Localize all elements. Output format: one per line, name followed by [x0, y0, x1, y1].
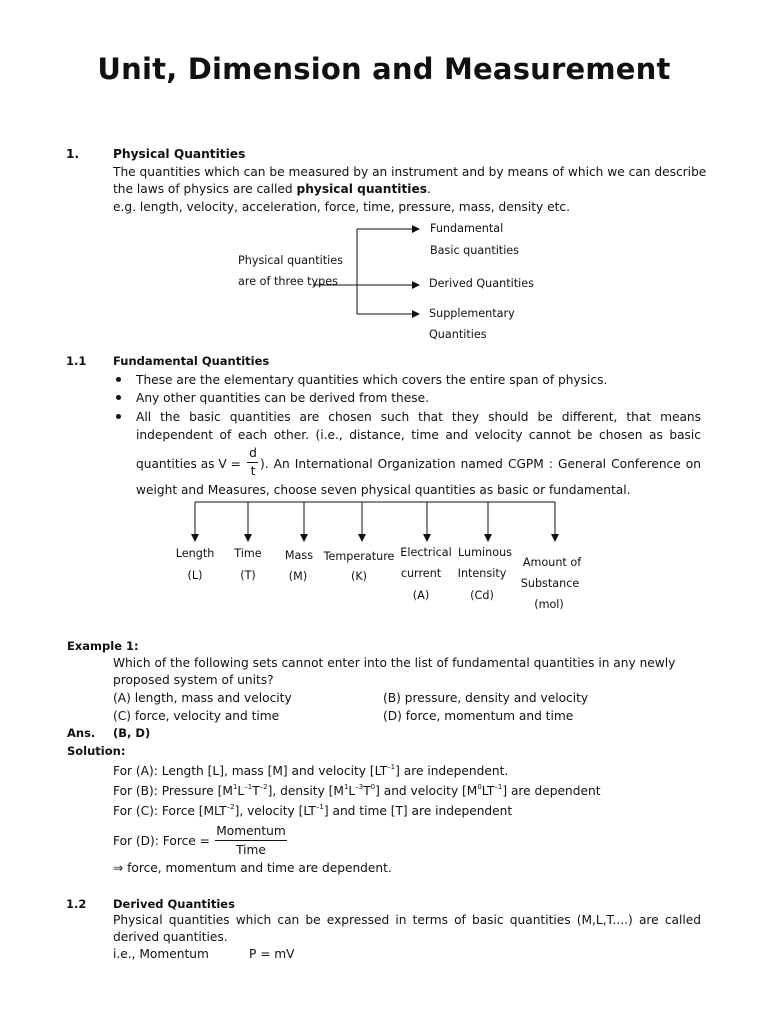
bold-term: physical quantities — [296, 182, 427, 196]
bullet-text: ). An International Organization named CGPM : General Conference on — [260, 457, 701, 471]
superscript: –1 — [244, 783, 253, 791]
diagram-branch-label: Fundamental — [430, 222, 504, 235]
superscript: –2 — [259, 783, 268, 791]
text-run: the laws of physics are called — [113, 182, 297, 196]
text-run: ], density [M — [267, 784, 344, 798]
text-run: ], velocity [LT — [234, 804, 316, 818]
section-number: 1. — [66, 147, 80, 161]
quantity-label: Luminous — [458, 546, 512, 559]
paragraph-line: Physical quantities which can be expressed in terms of basic quantities (M,L,T....) are called — [113, 913, 701, 927]
quantity-symbol: (mol) — [534, 598, 564, 611]
quantity-symbol: (A) — [412, 589, 430, 602]
solution-line — [113, 782, 600, 800]
diagram-branch-label: Quantities — [429, 328, 487, 341]
quantity-symbol: (L) — [187, 569, 203, 582]
quantity-label: Amount of — [522, 556, 582, 569]
example-label: Example 1: — [67, 639, 139, 653]
quantity-label: Intensity — [457, 567, 507, 580]
option: (B) pressure, density and velocity — [383, 691, 589, 705]
text-run: L — [348, 784, 356, 798]
text-run: For (A): Length [L], mass [M] and velocity [LT — [113, 764, 388, 778]
fraction-bar — [215, 840, 287, 841]
bullet-text: Any other quantities can be derived from these. — [136, 391, 429, 405]
option: (D) force, momentum and time — [383, 709, 574, 723]
text-run: LT — [481, 784, 495, 798]
text-run: ] and time [T] are independent — [323, 804, 513, 818]
option: (A) length, mass and velocity — [113, 691, 292, 705]
formula: P = mV — [249, 947, 295, 961]
bullet-text: quantities as V = — [136, 457, 241, 471]
bullet-text: All the basic quantities are chosen such that they should be different, that means — [136, 410, 701, 424]
quantity-symbol: (Cd) — [470, 589, 494, 602]
text-run: ] are independent. — [395, 764, 509, 778]
section-heading: Fundamental Quantities — [113, 354, 270, 368]
diagram-branch-label: Supplementary — [429, 307, 515, 320]
question-line: proposed system of units? — [113, 673, 274, 687]
bullet-text: independent of each other. (i.e., distance, time and velocity cannot be chosen as basic — [136, 428, 701, 442]
answer-value: (B, D) — [113, 726, 151, 740]
superscript: 1 — [232, 783, 238, 791]
bullet — [116, 395, 121, 400]
text-run: For (B): Pressure [M — [113, 784, 233, 798]
quantity-label: Electrical — [400, 546, 452, 559]
quantity-label: Substance — [520, 577, 580, 590]
text-run: ] are dependent — [502, 784, 601, 798]
superscript: 1 — [343, 783, 349, 791]
page-title: Unit, Dimension and Measurement — [97, 52, 671, 86]
text-run: ] and velocity [M — [375, 784, 478, 798]
text-run: . — [427, 182, 431, 196]
quantity-label: Temperature — [323, 550, 395, 563]
quantity-symbol: (K) — [350, 570, 368, 583]
diagram-branch-label: Basic quantities — [430, 244, 520, 257]
paragraph-line: i.e., Momentum — [113, 947, 209, 961]
option: (C) force, velocity and time — [113, 709, 280, 723]
fraction-denominator: t — [250, 464, 256, 478]
superscript: –1 — [494, 783, 503, 791]
diagram-label: Physical quantities — [238, 254, 343, 267]
superscript: –2 — [226, 803, 235, 811]
superscript: –1 — [315, 803, 324, 811]
paragraph-line: e.g. length, velocity, acceleration, force, time, pressure, mass, density etc. — [113, 200, 570, 214]
section-heading: Physical Quantities — [113, 147, 246, 161]
superscript: –1 — [387, 763, 396, 771]
superscript: 0 — [370, 783, 376, 791]
diagram-label: are of three types — [238, 275, 338, 288]
section-heading: Derived Quantities — [113, 897, 235, 911]
bullet — [116, 377, 121, 382]
section-number: 1.1 — [66, 354, 87, 368]
superscript: –3 — [355, 783, 364, 791]
quantity-label: current — [400, 567, 442, 580]
superscript: 0 — [477, 783, 482, 791]
quantity-symbol: (M) — [288, 570, 308, 583]
section-number: 1.2 — [66, 897, 87, 911]
fraction-denominator: Time — [236, 843, 266, 857]
paragraph-line: The quantities which can be measured by an instrument and by means of which we can describe — [113, 165, 707, 179]
paragraph-line — [113, 180, 431, 198]
quantity-symbol: (T) — [240, 569, 256, 582]
answer-label: Ans. — [67, 726, 96, 740]
bullet-text: These are the elementary quantities which covers the entire span of physics. — [136, 373, 608, 387]
quantity-label: Length — [175, 547, 215, 560]
solution-label: Solution: — [67, 744, 126, 758]
text-run: For (C): Force [MLT — [113, 804, 227, 818]
fraction-bar — [247, 462, 258, 463]
fraction-numerator: Momentum — [216, 824, 286, 838]
text-run: T — [252, 784, 260, 798]
solution-line: For (D): Force = — [113, 834, 210, 848]
paragraph-line: derived quantities. — [113, 930, 228, 944]
text-run: L — [237, 784, 245, 798]
quantity-label: Time — [234, 547, 262, 560]
question-line: Which of the following sets cannot enter into the list of fundamental quantities in any newly — [113, 656, 676, 670]
fraction-numerator: d — [249, 446, 257, 460]
bullet-text: weight and Measures, choose seven physical quantities as basic or fundamental. — [136, 483, 631, 497]
bullet — [116, 414, 121, 419]
solution-conclusion: ⇒ force, momentum and time are dependent. — [113, 861, 392, 875]
diagram-branch-label: Derived Quantities — [429, 277, 534, 290]
solution-line — [113, 762, 508, 780]
quantity-label: Mass — [284, 549, 314, 562]
solution-line — [113, 802, 512, 820]
text-run: T — [363, 784, 371, 798]
